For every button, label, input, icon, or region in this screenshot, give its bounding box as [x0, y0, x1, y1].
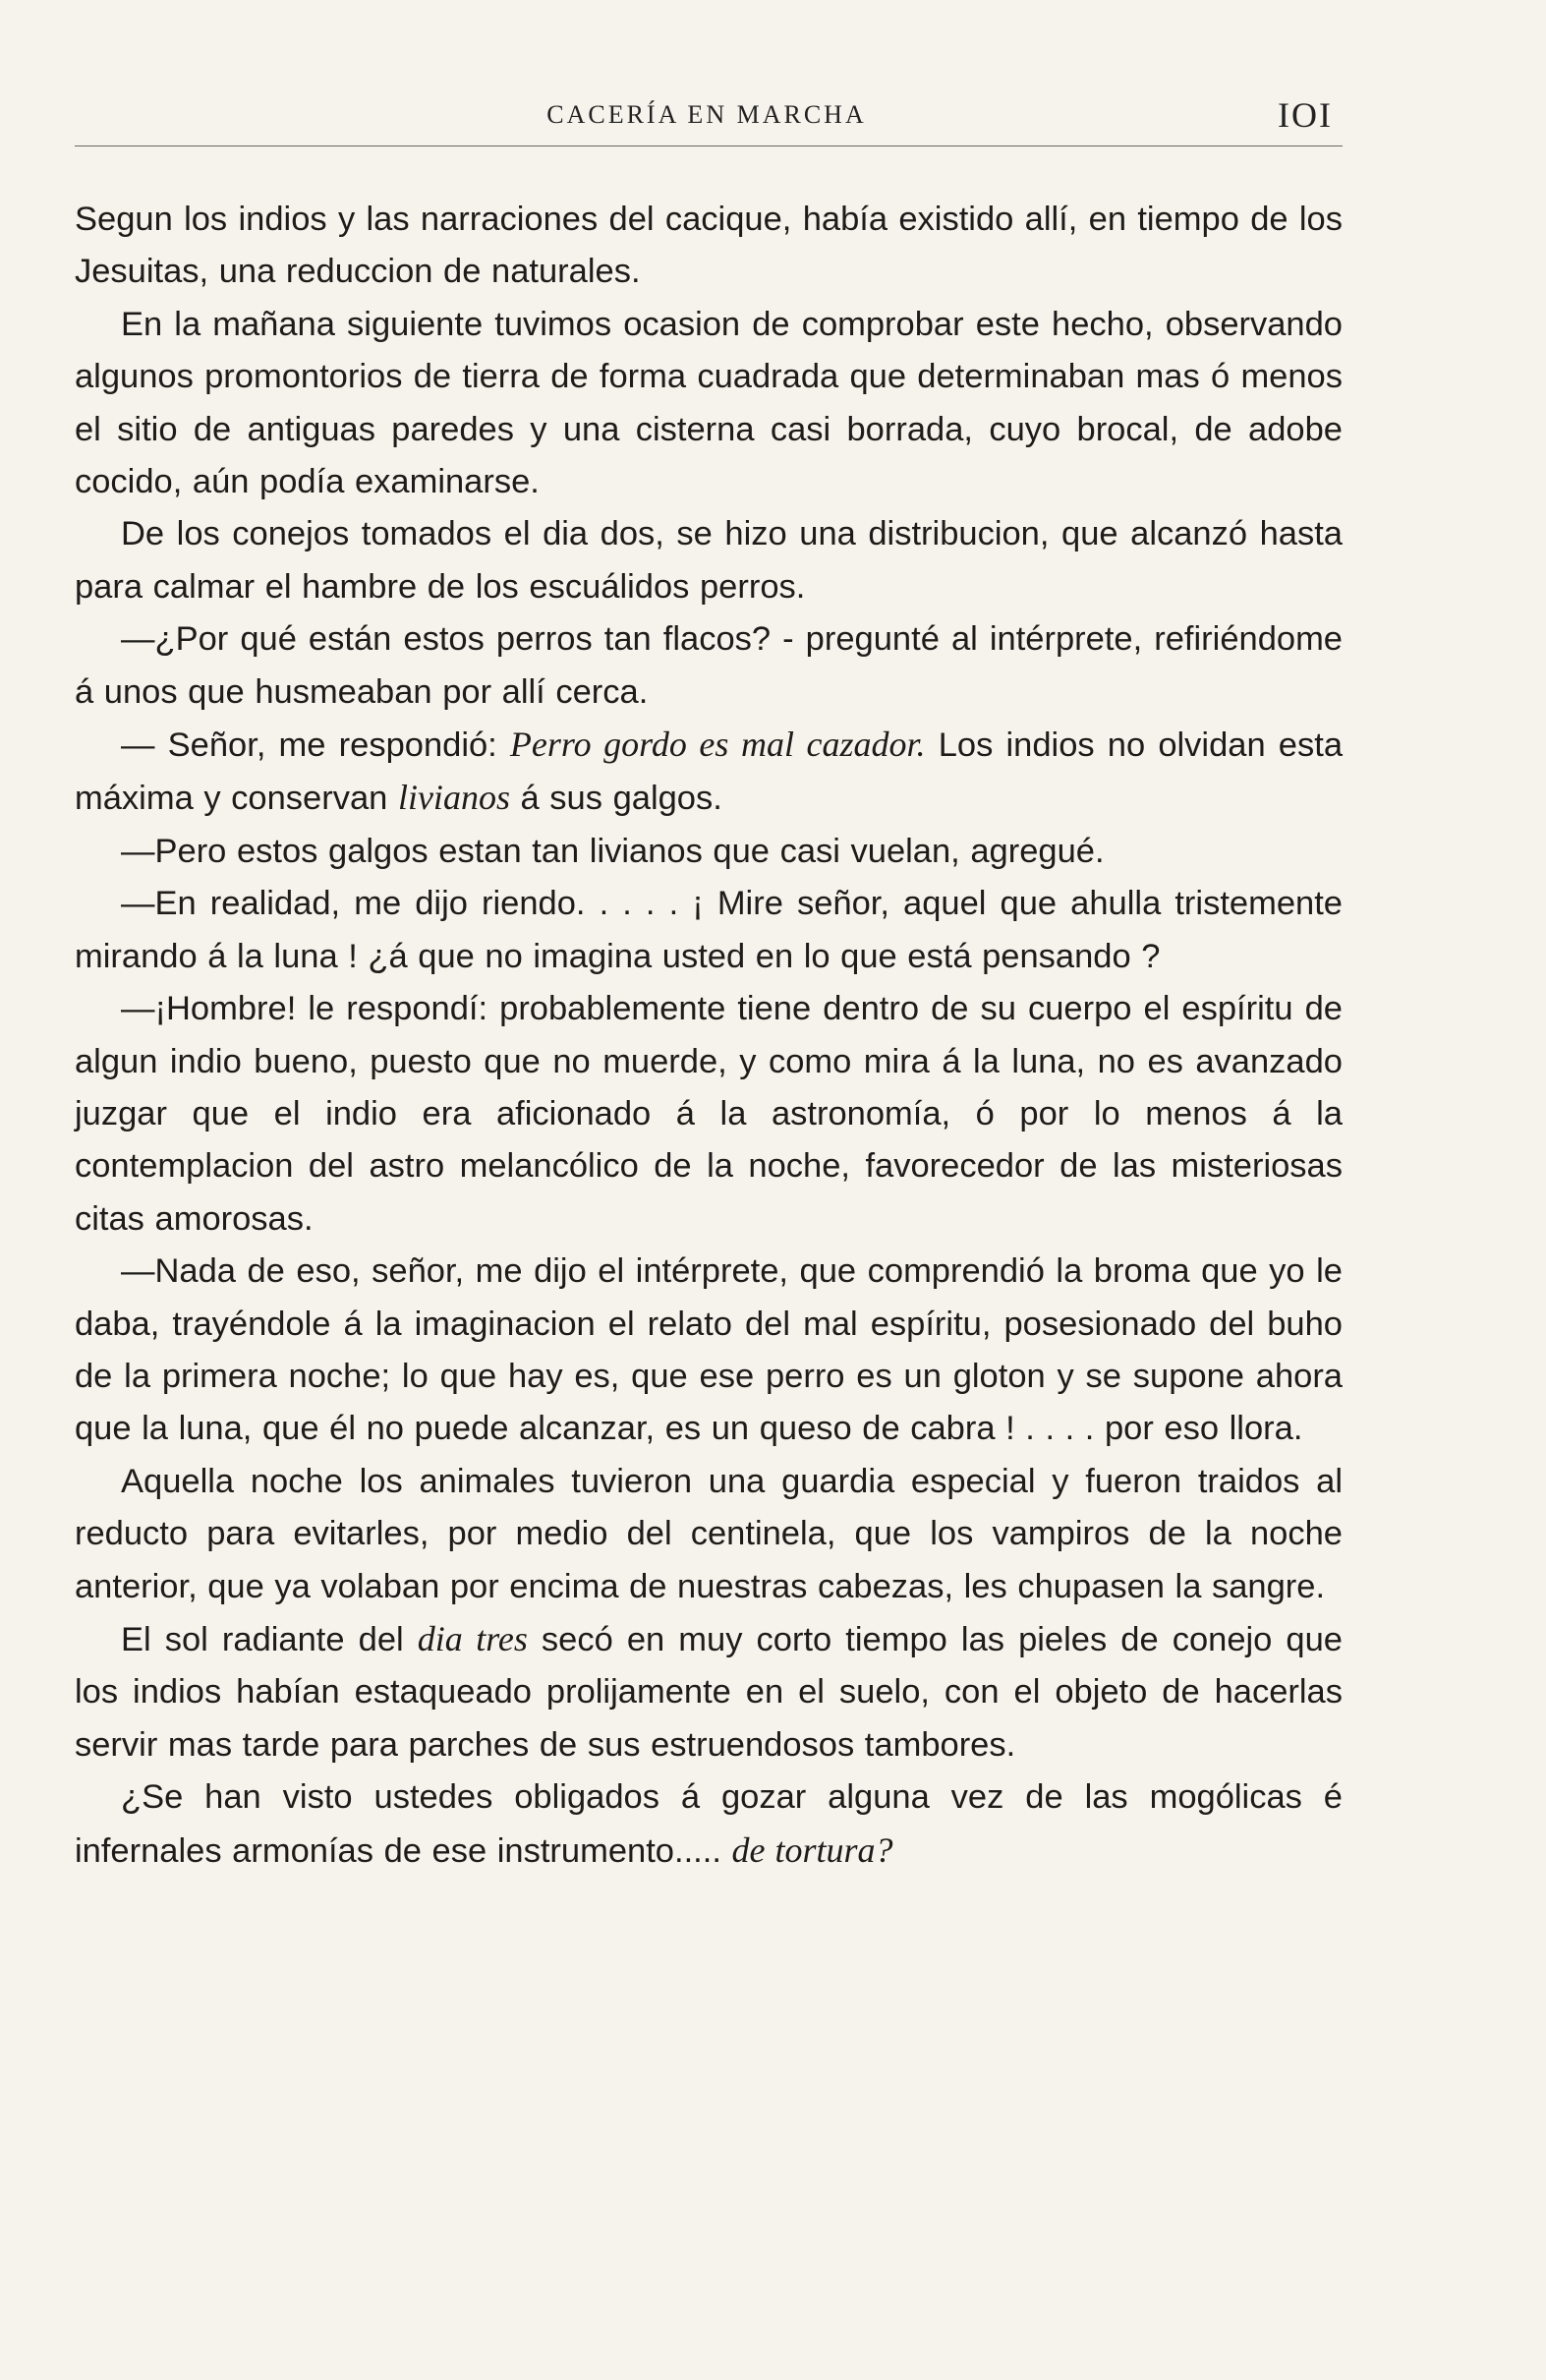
- paragraph: [75, 194, 1343, 299]
- paragraph: [75, 719, 1343, 826]
- header-rule: [75, 145, 1343, 146]
- text-span: — Señor, me respondió:: [121, 726, 510, 765]
- italic-span: dia tres: [417, 1618, 528, 1658]
- text-span: —En realidad, me dijo riendo. . . . . ¡ Mire señor, aquel que ahulla tristemente mirando á la luna ! ¿á que no imagina usted en lo que está pensando ?: [75, 885, 1343, 975]
- paragraph: [75, 878, 1343, 983]
- text-span: Segun los indios y las narraciones del cacique, había existido allí, en tiempo de los Jesuitas, una reduccion de naturales.: [75, 201, 1343, 291]
- paragraph: [75, 1456, 1343, 1613]
- paragraph: [75, 1613, 1343, 1771]
- paragraph: [75, 613, 1343, 719]
- text-span: —¿Por qué están estos perros tan flacos? - pregunté al intérprete, refiriéndome á unos que husmeaban por allí cerca.: [75, 620, 1343, 711]
- paragraph: [75, 1246, 1343, 1456]
- text-span: á sus galgos.: [509, 780, 722, 818]
- text-span: Los indios no olvidan esta máxima y conservan: [75, 726, 1344, 818]
- italic-span: livianos: [397, 778, 510, 818]
- italic-span: Perro gordo es mal cazador.: [509, 725, 926, 765]
- text-span: —¡Hombre! le respondí: probablemente tiene dentro de su cuerpo el espíritu de algun indio bueno, puesto que no muerde, y como mira á la luna, no es avanzado juzgar que el indio era aficionado á la astronomía, ó por lo menos á la contemplacion del astro melancólico de la noche, favorecedor de las misteriosas citas amorosas.: [75, 990, 1343, 1238]
- italic-span: de tortura?: [731, 1829, 893, 1870]
- page-header: [75, 94, 1339, 145]
- text-span: —Pero estos galgos estan tan livianos que casi vuelan, agregué.: [121, 832, 1105, 870]
- body-text: [75, 194, 1343, 1878]
- text-span: De los conejos tomados el dia dos, se hizo una distribucion, que alcanzó hasta para calmar el hambre de los escuálidos perros.: [75, 515, 1343, 606]
- text-span: Aquella noche los animales tuvieron una guardia especial y fueron traidos al reducto para evitarles, por medio del centinela, que los vampiros de la noche anterior, que ya volaban por encima de nuestras cabezas, les chupasen la sangre.: [75, 1462, 1343, 1605]
- page-number: IOI: [1278, 95, 1333, 135]
- paragraph: [75, 299, 1343, 509]
- running-title: CACERÍA EN MARCHA: [546, 100, 867, 129]
- text-span: El sol radiante del: [121, 1620, 418, 1658]
- text-span: ¿Se han visto ustedes obligados á gozar alguna vez de las mogólicas é infernales armonías de ese instrumento.....: [75, 1778, 1343, 1870]
- text-span: secó en muy corto tiempo las pieles de conejo que los indios habían estaqueado prolijamente en el suelo, con el objeto de hacerlas servir mas tarde para parches de sus estruendosos tambores.: [75, 1620, 1343, 1764]
- text-span: —Nada de eso, señor, me dijo el intérprete, que comprendió la broma que yo le daba, trayéndole á la imaginacion el relato del mal espíritu, posesionado del buho de la primera noche; lo que hay es, que ese perro es un gloton y se supone ahora que la luna, que él no puede alcanzar, es un queso de cabra ! . . . . por eso llora.: [75, 1252, 1343, 1448]
- paragraph: [75, 1771, 1343, 1878]
- paragraph: [75, 983, 1343, 1246]
- text-span: En la mañana siguiente tuvimos ocasion de comprobar este hecho, observando algunos promontorios de tierra de forma cuadrada que determinaban mas ó menos el sitio de antiguas paredes y una cisterna casi borrada, cuyo brocal, de adobe cocido, aún podía examinarse.: [75, 305, 1343, 501]
- paragraph: [75, 826, 1343, 878]
- paragraph: [75, 508, 1343, 613]
